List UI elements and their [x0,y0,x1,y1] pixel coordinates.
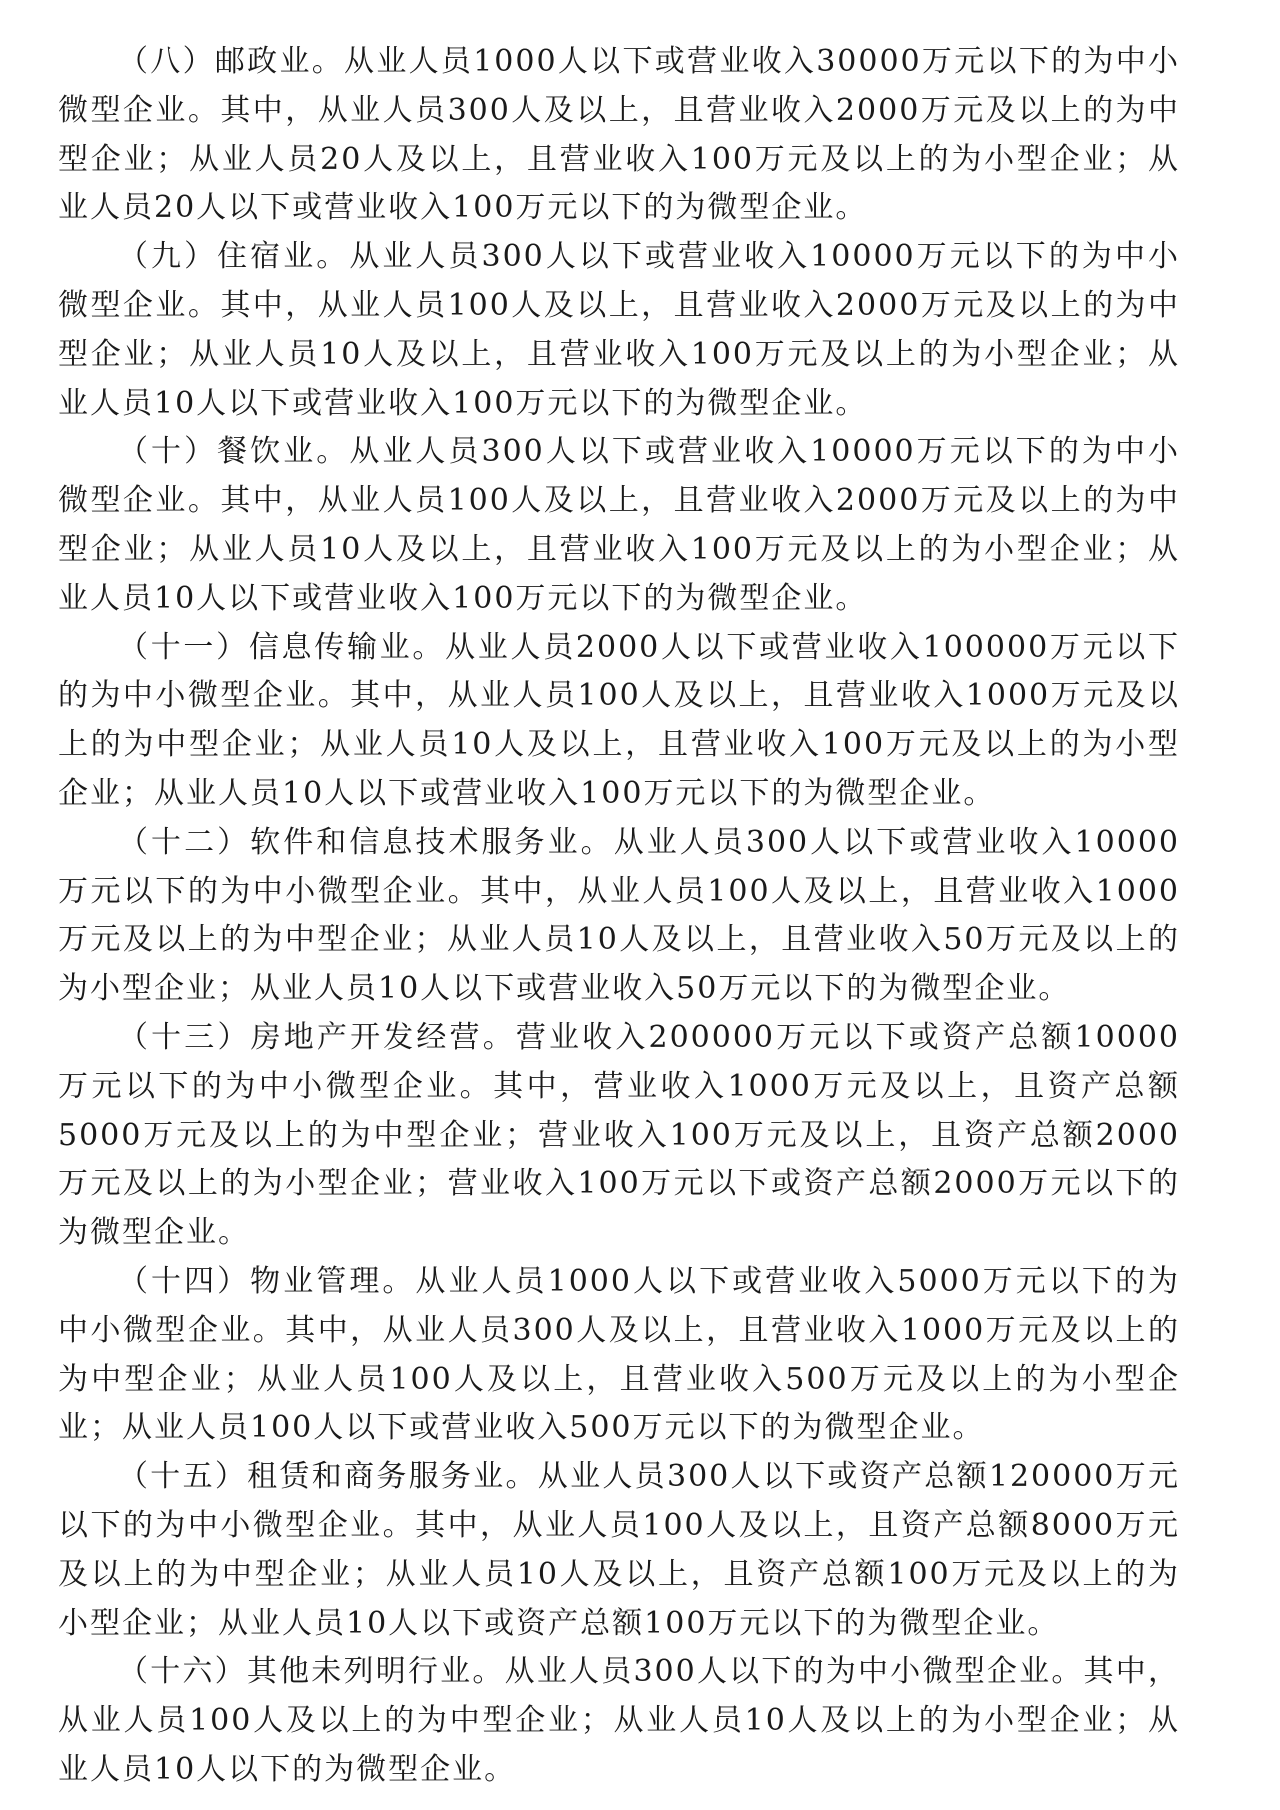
paragraph-accommodation: （九）住宿业。从业人员300人以下或营业收入10000万元以下的为中小微型企业。其中，从业人员100人及以上，且营业收入2000万元及以上的为中型企业；从业人员10人及以上，且营业收入100万元及以上的为小型企业；从业人员10人以下或营业收入100万元以下的为微型企业。 [58,239,1180,421]
document-page [58,38,1180,1795]
paragraph-leasing-business-services: （十五）租赁和商务服务业。从业人员300人以下或资产总额120000万元以下的为中小微型企业。其中，从业人员100人及以上，且资产总额8000万元及以上的为中型企业；从业人员10人及以上，且资产总额100万元及以上的为小型企业；从业人员10人以下或资产总额100万元以下的为微型企业。 [58,1459,1180,1641]
paragraph-software-it-services: （十二）软件和信息技术服务业。从业人员300人以下或营业收入10000万元以下的为中小微型企业。其中，从业人员100人及以上，且营业收入1000万元及以上的为中型企业；从业人员10人及以上，且营业收入50万元及以上的为小型企业；从业人员10人以下或营业收入50万元以下的为微型企业。 [58,824,1180,1007]
paragraph-other-industries: （十六）其他未列明行业。从业人员300人以下的为中小微型企业。其中，从业人员100人及以上的为中型企业；从业人员10人及以上的为小型企业；从业人员10人以下的为微型企业。 [58,1654,1180,1787]
paragraph-postal: （八）邮政业。从业人员1000人以下或营业收入30000万元以下的为中小微型企业。其中，从业人员300人及以上，且营业收入2000万元及以上的为中型企业；从业人员20人及以上，且营业收入100万元及以上的为小型企业；从业人员20人以下或营业收入100万元以下的为微型企业。 [58,44,1180,226]
paragraph-catering: （十）餐饮业。从业人员300人以下或营业收入10000万元以下的为中小微型企业。其中，从业人员100人及以上，且营业收入2000万元及以上的为中型企业；从业人员10人及以上，且营业收入100万元及以上的为小型企业；从业人员10人以下或营业收入100万元以下的为微型企业。 [58,434,1180,616]
paragraph-information-transmission: （十一）信息传输业。从业人员2000人以下或营业收入100000万元以下的为中小微型企业。其中，从业人员100人及以上，且营业收入1000万元及以上的为中型企业；从业人员10人及以上，且营业收入100万元及以上的为小型企业；从业人员10人以下或营业收入100万元以下的为微型企业。 [58,629,1180,811]
paragraph-property-management: （十四）物业管理。从业人员1000人以下或营业收入5000万元以下的为中小微型企业。其中，从业人员300人及以上，且营业收入1000万元及以上的为中型企业；从业人员100人及以上，且营业收入500万元及以上的为小型企业；从业人员100人以下或营业收入500万元以下的为微型企业。 [58,1263,1180,1446]
paragraph-real-estate: （十三）房地产开发经营。营业收入200000万元以下或资产总额10000万元以下的为中小微型企业。其中，营业收入1000万元及以上，且资产总额5000万元及以上的为中型企业；营业收入100万元及以上，且资产总额2000万元及以上的为小型企业；营业收入100万元以下或资产总额2000万元以下的为微型企业。 [58,1019,1180,1251]
